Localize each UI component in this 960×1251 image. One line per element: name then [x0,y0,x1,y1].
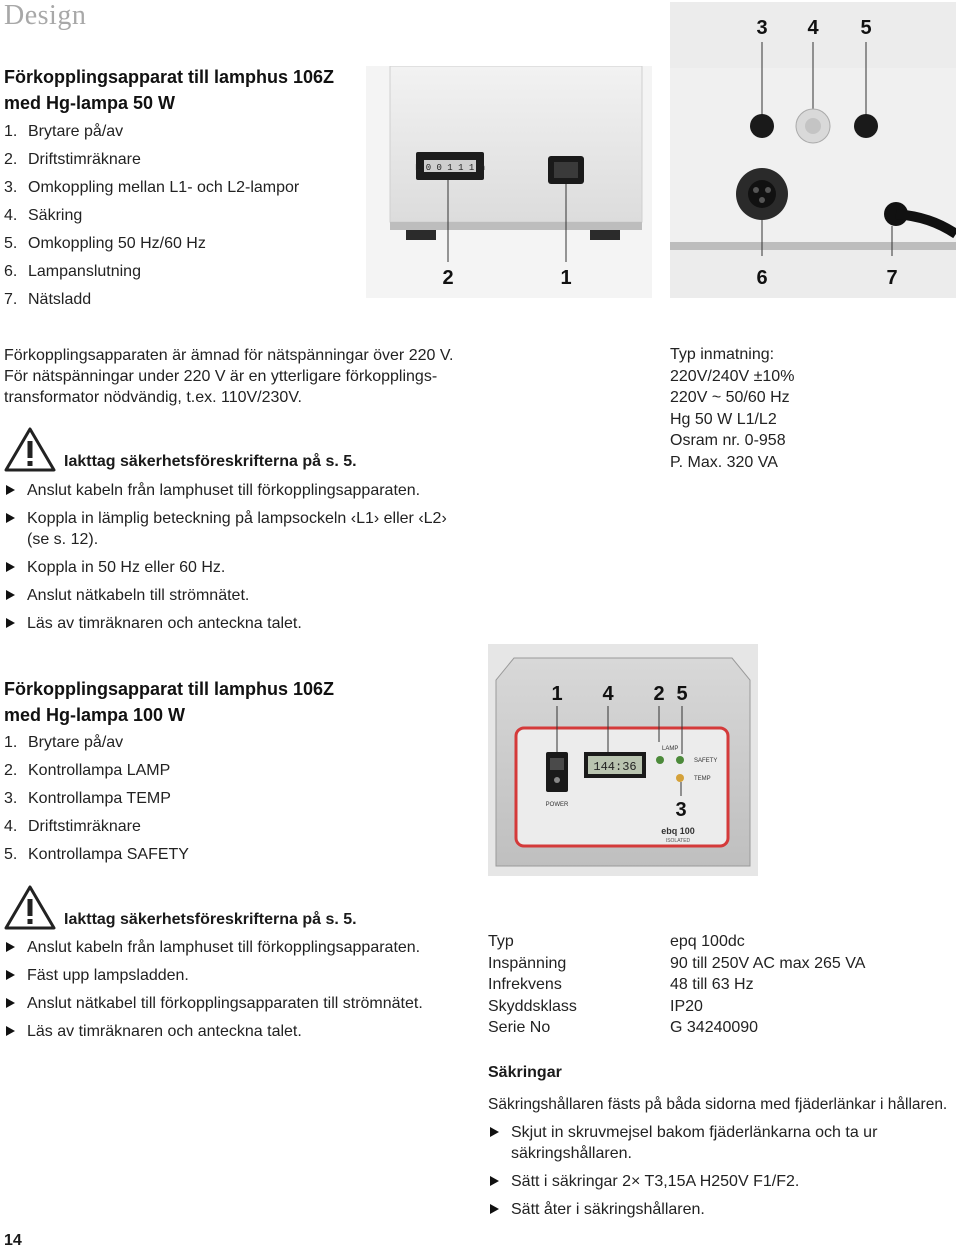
temp-led-icon [676,774,684,782]
photo2-label-5: 5 [860,17,872,39]
hour-counter-display: L 0 0 1 1 1 h [414,163,486,173]
section2-heading-line2: med Hg-lampa 100 W [4,705,186,725]
switch-knob-icon [750,114,774,138]
list-item: Sätt åter i säkringshållaren. [488,1199,954,1220]
bullet-arrow-icon [490,1127,499,1137]
section1-spec [670,344,794,473]
section2-spec-table [488,931,865,1039]
list-item: 1. Brytare på/av [4,734,124,751]
photo3-label-2: 2 [653,683,665,705]
warning-icon [4,884,56,930]
safety-led-icon [676,756,684,764]
brand-label: ebq 100 [661,826,695,836]
spec-line: Hg 50 W L1/L2 [670,410,777,428]
brand-sub-label: ISOLATED [665,838,691,844]
bullet-arrow-icon [6,942,15,952]
warning-text: Iakttag säkerhetsföreskrifterna på s. 5. [64,453,357,470]
list-item: 5. Kontrollampa SAFETY [4,846,189,863]
list-item: 3. Omkoppling mellan L1- och L2-lampor [4,179,300,196]
warning-icon [4,426,56,472]
spec-line: P. Max. 320 VA [670,453,778,471]
section2-parts-list [4,729,364,869]
photo2-label-4: 4 [807,17,819,39]
section1-intro [4,345,474,408]
list-item: 3. Kontrollampa TEMP [4,790,171,807]
spec-line: 220V/240V ±10% [670,367,795,385]
hour-counter-display: 144:36 [593,760,637,774]
bullet-arrow-icon [6,618,15,628]
power-label: POWER [545,802,569,808]
table-row: Serie No G 34240090 [488,1019,759,1036]
list-item: Anslut kabeln från lamphuset till förkopplingsapparaten. [4,480,474,501]
bullet-arrow-icon [6,485,15,495]
lamp-label: LAMP [662,746,679,752]
list-item: Anslut nätkabeln till strömnätet. [4,585,474,606]
device-100w-photo [488,644,758,876]
fuses-steps [488,1122,954,1220]
intro-line: Förkopplingsapparaten är ämnad för nätspänningar över 220 V. [4,347,454,364]
bullet-arrow-icon [6,562,15,572]
list-item: 2. Driftstimräknare [4,151,141,168]
list-item: 2. Kontrollampa LAMP [4,762,171,779]
device-front-photo [366,66,652,298]
bullet-arrow-icon [490,1176,499,1186]
section1-heading-line1: Förkopplingsapparat till lamphus 106Z [4,67,335,87]
bullet-arrow-icon [6,1026,15,1036]
hz-switch-icon [854,114,878,138]
list-item: Läs av timräknaren och anteckna talet. [4,613,474,634]
list-item: Koppla in lämplig beteckning på lampsockeln ‹L1› eller ‹L2› (se s. 12). [4,508,474,550]
list-item: Koppla in 50 Hz eller 60 Hz. [4,557,474,578]
list-item: 4. Driftstimräknare [4,818,141,835]
list-item: 5. Omkoppling 50 Hz/60 Hz [4,235,206,252]
bullet-arrow-icon [6,998,15,1008]
photo3-label-4: 4 [602,683,614,705]
section2-heading-line1: Förkopplingsapparat till lamphus 106Z [4,679,335,699]
section2-steps [4,937,474,1049]
device-back-photo [670,2,956,298]
list-item: Skjut in skruvmejsel bakom fjäderlänkarna och ta ur säkringshållaren. [488,1122,954,1164]
fuses-section [488,1062,954,1227]
section1-heading-line2: med Hg-lampa 50 W [4,93,176,113]
section2-block [4,676,364,869]
page-title: Design [4,0,87,31]
list-item: Fäst upp lampsladden. [4,965,474,986]
section1-steps [4,480,474,641]
photo3-label-5: 5 [676,683,688,705]
bullet-arrow-icon [6,513,15,523]
photo1-label-2: 2 [442,267,454,289]
safety-warning [4,884,357,930]
list-item: 1. Brytare på/av [4,123,124,140]
list-item: Anslut kabeln från lamphuset till förkopplingsapparaten. [4,937,474,958]
temp-label: TEMP [694,776,711,782]
photo3-label-3: 3 [675,799,687,821]
photo1-label-1: 1 [560,267,572,289]
section1-parts-list [4,118,364,314]
table-row: Skyddsklass IP20 [488,997,703,1015]
safety-warning [4,426,357,472]
spec-line: Typ inmatning: [670,346,775,363]
fuses-intro: Säkringshållaren fästs på båda sidorna med fjäderlänkar i hållaren. [488,1096,948,1113]
table-row: Typ epq 100dc [488,933,745,950]
list-item: Anslut nätkabel till förkopplingsapparaten till strömnätet. [4,993,474,1014]
list-item: 6. Lampanslutning [4,263,141,280]
bullet-arrow-icon [490,1204,499,1214]
spec-line: Osram nr. 0-958 [670,432,786,449]
photo2-label-3: 3 [756,17,768,39]
photo3-label-1: 1 [551,683,563,705]
bullet-arrow-icon [6,590,15,600]
fuses-title: Säkringar [488,1064,562,1081]
list-item: 7. Nätsladd [4,291,92,308]
lamp-led-icon [656,756,664,764]
table-row: Infrekvens 48 till 63 Hz [488,976,754,993]
spec-line: 220V ~ 50/60 Hz [670,389,790,406]
list-item: Läs av timräknaren och anteckna talet. [4,1021,474,1042]
photo2-label-7: 7 [886,267,898,289]
warning-text: Iakttag säkerhetsföreskrifterna på s. 5. [64,911,357,928]
intro-line: transformator nödvändig, t.ex. 110V/230V. [4,389,302,406]
table-row: Inspänning 90 till 250V AC max 265 VA [488,954,866,972]
list-item: Sätt i säkringar 2× T3,15A H250V F1/F2. [488,1171,954,1192]
section1-block [4,64,364,314]
list-item: 4. Säkring [4,207,83,224]
photo2-label-6: 6 [756,267,768,289]
intro-line: För nätspänningar under 220 V är en ytterligare förkopplings- [4,368,438,385]
bullet-arrow-icon [6,970,15,980]
safety-label: SAFETY [694,758,718,764]
page-number: 14 [4,1232,22,1249]
